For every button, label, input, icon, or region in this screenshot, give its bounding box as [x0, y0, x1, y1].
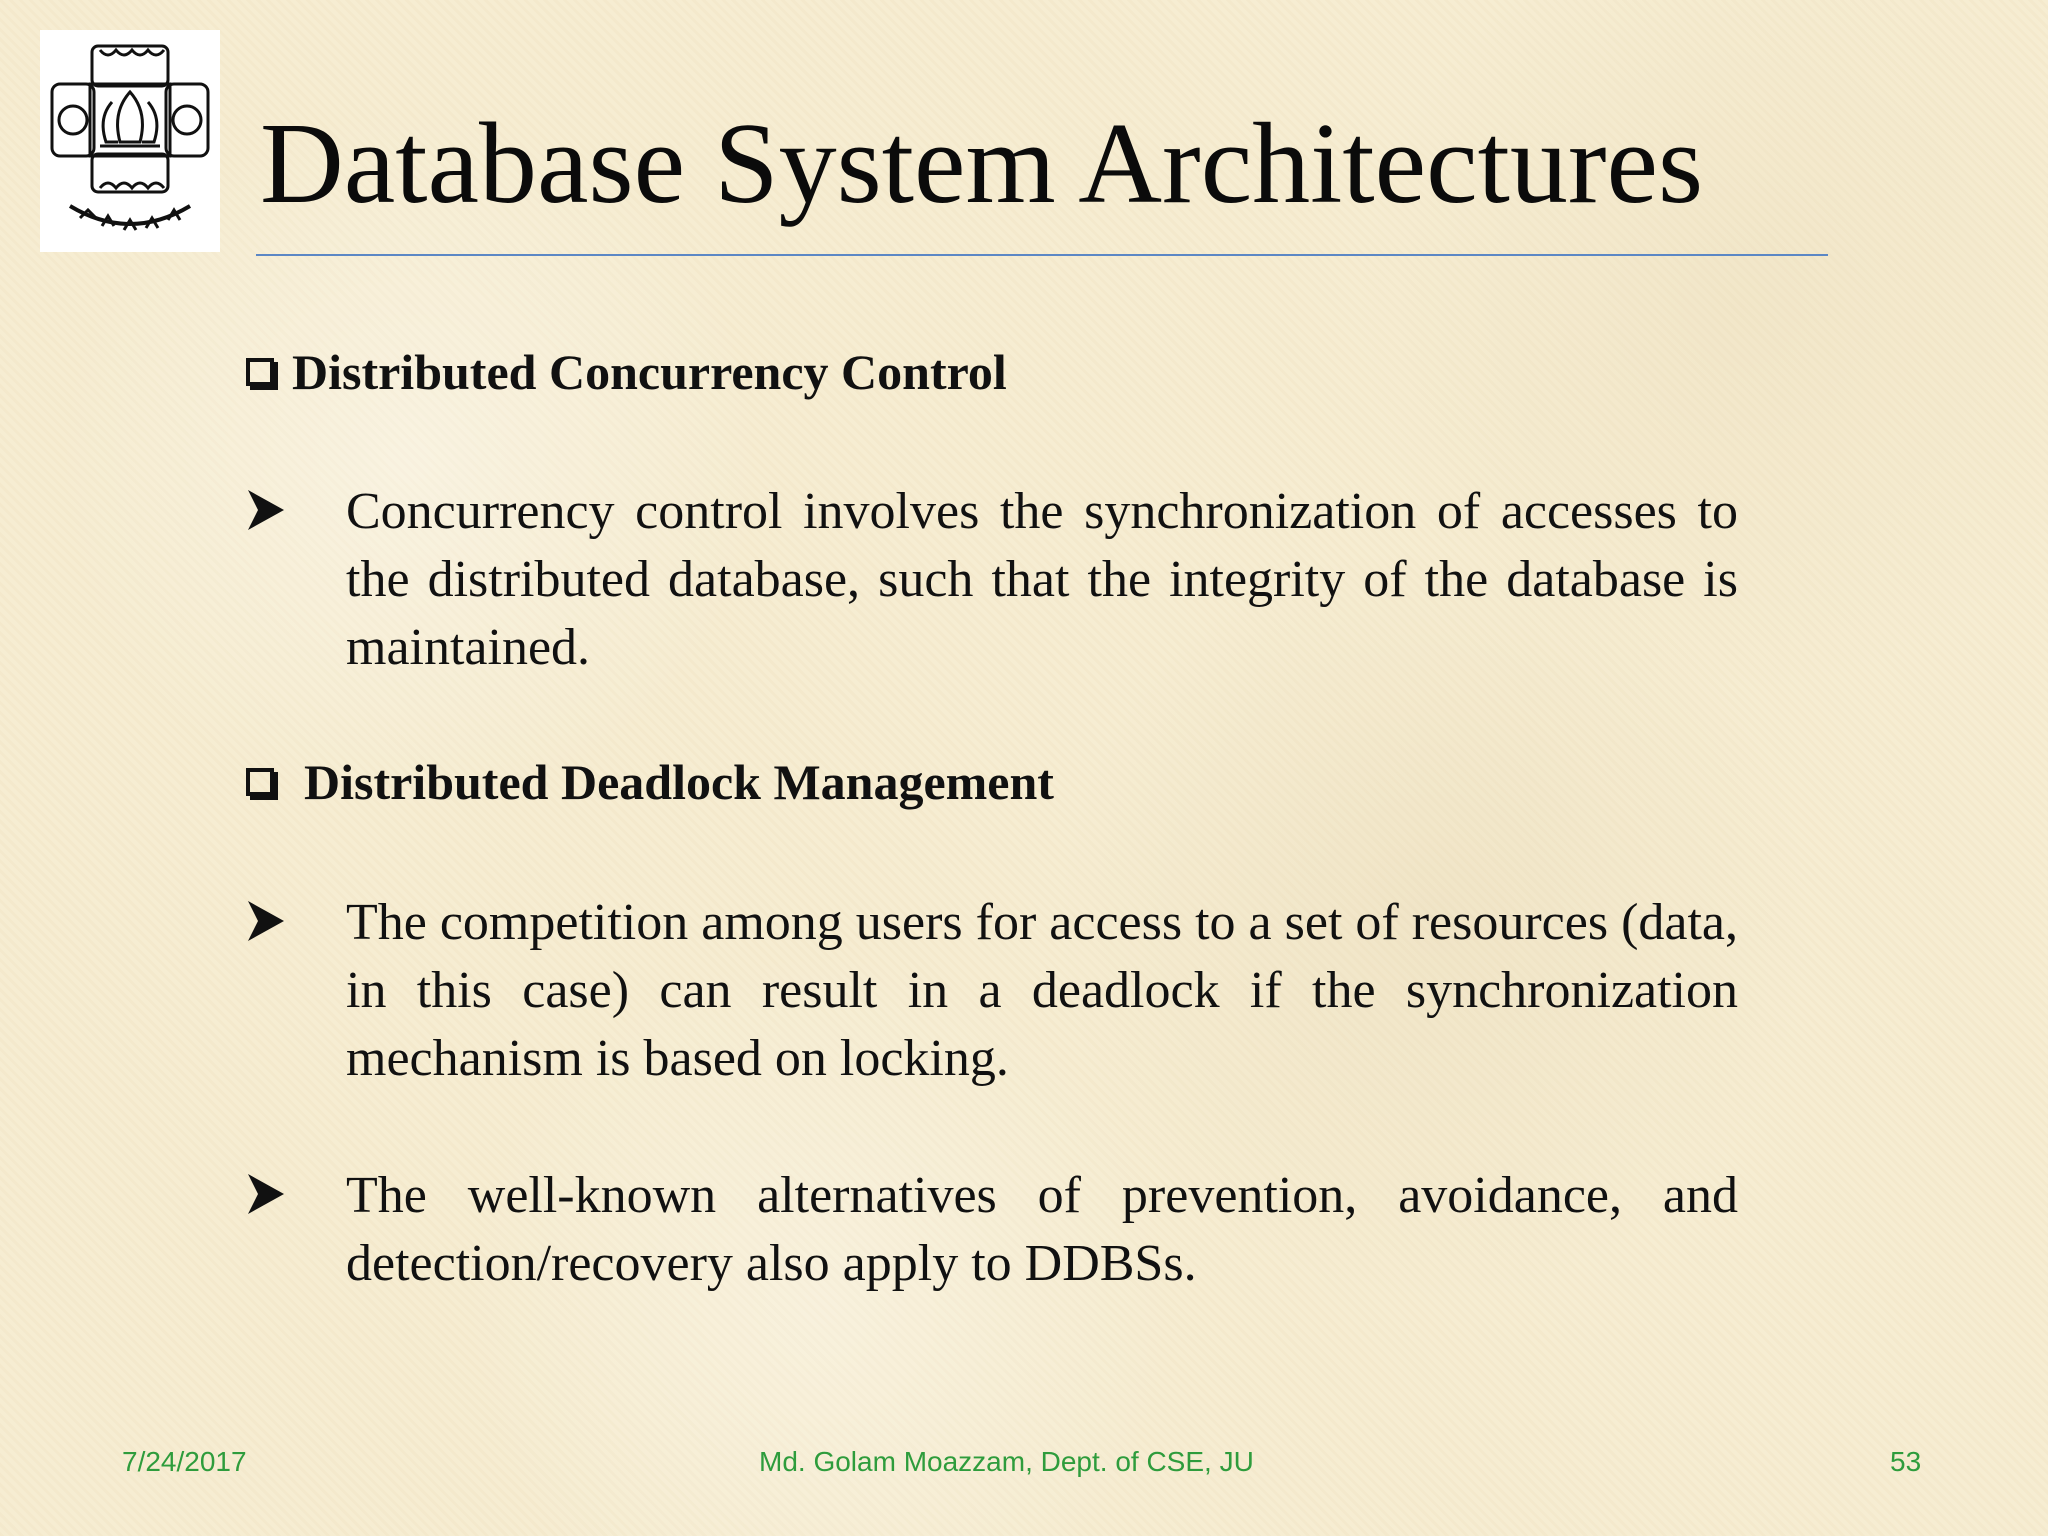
- arrow-icon: [246, 899, 286, 943]
- university-emblem-icon: [40, 30, 220, 252]
- section-heading-text: Distributed Deadlock Management: [304, 754, 1054, 810]
- bullet-item: [246, 1162, 1738, 1298]
- university-logo: [40, 30, 220, 252]
- slide-title: Database System Architectures: [260, 100, 1704, 228]
- bullet-text: The competition among users for access to a set of resources (data, in this case) can result in a deadlock if the synchronization mechanism is based on locking.: [346, 894, 1738, 1087]
- checkbox-icon: [246, 768, 274, 796]
- section-heading-text: Distributed Concurrency Control: [292, 344, 1007, 400]
- section-heading-deadlock: [246, 754, 1054, 810]
- checkbox-icon: [246, 358, 274, 386]
- bullet-item: [246, 889, 1738, 1093]
- footer-page-number: 53: [1890, 1446, 1922, 1477]
- section-heading-concurrency: [246, 344, 1007, 400]
- title-divider: [256, 254, 1828, 256]
- bullet-text: Concurrency control involves the synchronization of accesses to the distributed database, such that the integrity of the database is maintained.: [346, 483, 1738, 676]
- footer-date: 7/24/2017: [122, 1446, 247, 1477]
- arrow-icon: [246, 1172, 286, 1216]
- arrow-icon: [246, 488, 286, 532]
- footer-author: Md. Golam Moazzam, Dept. of CSE, JU: [759, 1446, 1254, 1477]
- bullet-text: The well-known alternatives of prevention, avoidance, and detection/recovery also apply to DDBSs.: [346, 1167, 1738, 1292]
- bullet-item: [246, 478, 1738, 682]
